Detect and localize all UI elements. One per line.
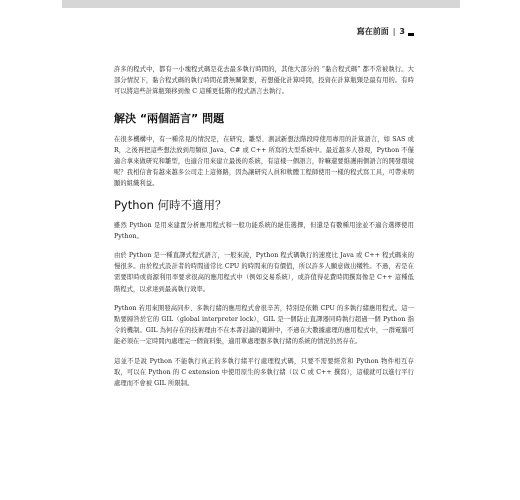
heading-two-language-problem: 解決 “兩個語言” 問題 — [114, 111, 225, 125]
header-mark — [408, 33, 414, 36]
header-page-number: 3 — [399, 27, 405, 36]
paragraph-not-suitable: 雖然 Python 是用來建置分析應用程式和一般功能系統的絕佳選擇，但還是有數種用途並不適合選擇使用 Python。 — [114, 221, 414, 240]
page-body — [114, 64, 414, 397]
paragraph-gil: Python 若用來開發高同步、多執行緒的應用程式會很辛苦，特別是依賴 CPU 的多執行緒應用程式。這一點要歸咎於它的 GIL（global interpreter lock），GIL 是一個防止直譯器同時執行超過一個 Python 指令的機制。GIL 為何存在的技術理由不在本書討論的範圍中，不過在大數據處理的應用程式中，一群電腦可能必須在一定時間內處理完一個資料集，適用單處理器多執行緒的系統的情況仍然存在。 — [114, 304, 414, 346]
heading-when-not-python: Python 何時不適用？ — [114, 197, 227, 212]
paragraph-two-language: 在很多機構中，有一種常見的情況是，在研究、雛型、測試新想法階段時使用專用的計算語言，如 SAS 或 R，之後再把這些想法放到用類似 Java、C# 或 C++ 所寫的大型系統中。最近越多人發現，Python 不僅適合拿來做研究和雛型，也適合用來建立最後的系統，有這樣一個語言，幹嘛還要維護兩個語言的開發環境呢？我相信會有越來越多公司走上這條路，因為讓研究人員和軟體工程師使用一樣的程式寫工具，可帶來明顯的組織利益。 — [114, 135, 414, 188]
running-header — [114, 27, 414, 37]
paragraph-c-extension: 這並不是說 Python 不能執行真正的多執行緒平行處理程式碼，只要不需要經常和 Python 物件相互存取，可以在 Python 的 C extension 中使用原生的多執行緒（以 C 或 C++ 撰寫），這樣就可以進行平行處理而不會被 GIL 所限制。 — [114, 357, 414, 388]
paragraph-interpreted: 由於 Python 是一種直譯式程式語言，一般來說，Python 程式碼執行的速度比 Java 或 C++ 程式碼來的慢很多。由於程式設計者的時間通常比 CPU 的時間來的有價值，所以許多人願意做出犧牲。不過，若是在需要即時或資源利用率要求很高的應用程式中（例如交易系統），或許值得花費時間撰寫像是 C++ 這種低階程式，以求達到最高執行效率。 — [114, 252, 414, 293]
paragraph-glue-code: 許多的程式中，都有一小塊程式碼是花去最多執行時間的，其他大部分的 “黏合程式碼” 都不常被執行。大部分情況下，黏合程式碼的執行時間花費無關緊要，若想優化計算時間，投資在計算瓶頸是最有用的。有時可以將這些計算瓶頸移到像 C 這種更低階的程式語言去執行。 — [114, 66, 414, 96]
header-section-title: 寫在前面 — [356, 27, 389, 36]
header-separator: | — [392, 27, 396, 36]
top-edge-bar — [62, 0, 460, 8]
